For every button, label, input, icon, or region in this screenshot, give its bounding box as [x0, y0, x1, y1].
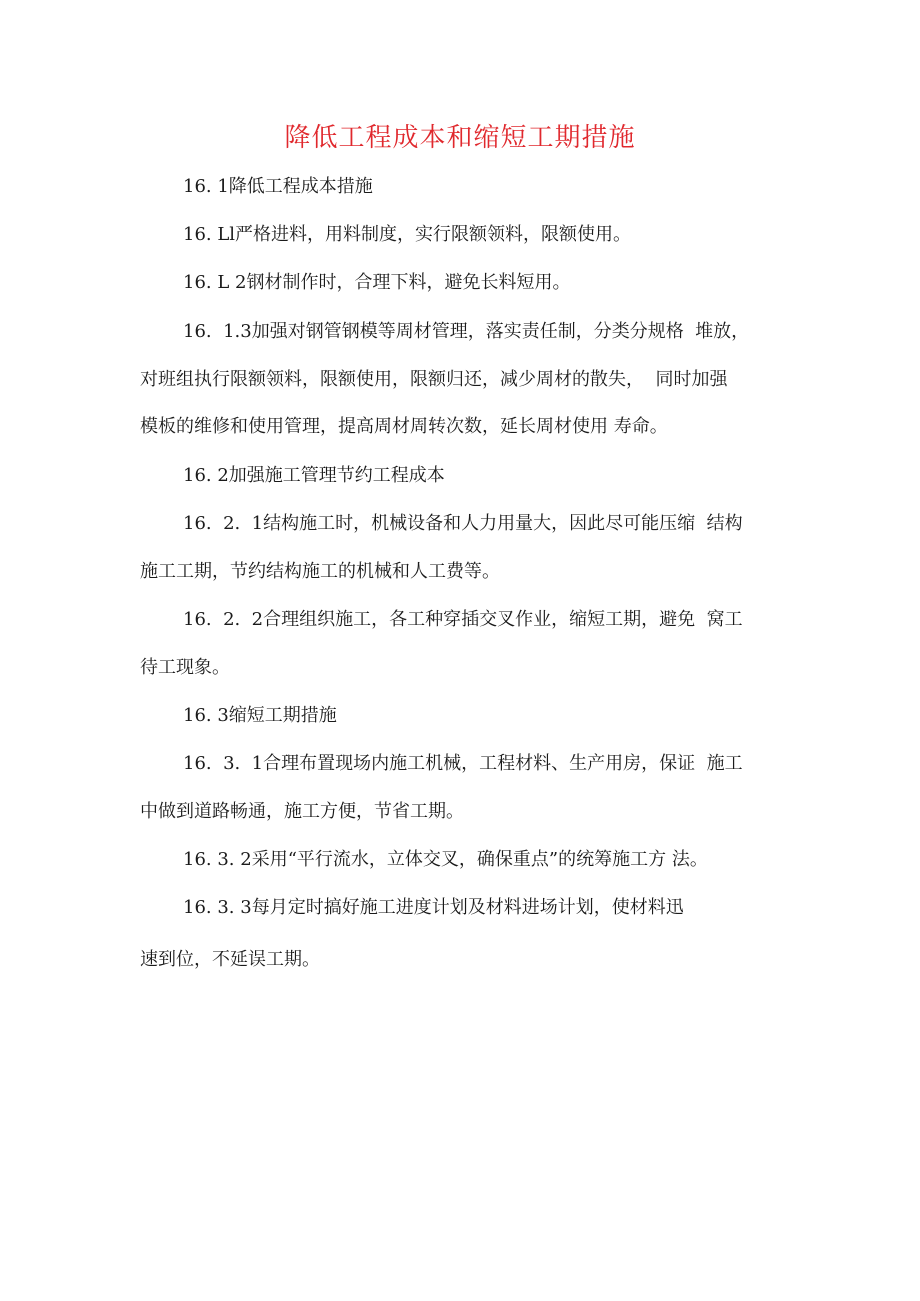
section-heading-16-1: 16. 1降低工程成本措施: [183, 176, 373, 197]
paragraph-16-3-1-line-1: 16. 3. 1合理布置现场内施工机械，工程材料、生产用房，保证 施工: [183, 753, 743, 774]
document-title: 降低工程成本和缩短工期措施: [284, 123, 636, 153]
section-heading-16-2: 16. 2加强施工管理节约工程成本: [183, 465, 445, 486]
paragraph-16-2-1-line-1: 16. 2. 1结构施工时，机械设备和人力用量大，因此尽可能压缩 结构: [183, 513, 743, 534]
paragraph-16-1-3-line-3: 模板的维修和使用管理，提高周材周转次数，延长周材使用 寿命。: [140, 416, 668, 437]
paragraph-16-2-2-line-1: 16. 2. 2合理组织施工，各工种穿插交叉作业，缩短工期，避免 窝工: [183, 609, 743, 630]
paragraph-16-1-2: 16. L 2钢材制作时，合理下料，避免长料短用。: [183, 272, 571, 293]
section-heading-16-3: 16. 3缩短工期措施: [183, 705, 337, 726]
paragraph-16-1-3-line-1: 16. 1.3加强对钢管钢模等周材管理，落实责任制，分类分规格 堆放，: [183, 321, 750, 342]
paragraph-16-3-3-line-2: 速到位，不延误工期。: [140, 949, 320, 970]
paragraph-16-3-3-line-1: 16. 3. 3每月定时搞好施工进度计划及材料进场计划，使材料迅: [183, 897, 684, 918]
paragraph-16-1-1: 16. Ll严格进料，用料制度，实行限额领料，限额使用。: [183, 224, 632, 245]
paragraph-16-2-1-line-2: 施工工期，节约结构施工的机械和人工费等。: [140, 561, 500, 582]
paragraph-16-3-1-line-2: 中做到道路畅通，施工方便，节省工期。: [140, 801, 464, 822]
paragraph-16-2-2-line-2: 待工现象。: [140, 657, 230, 678]
paragraph-16-3-2: 16. 3. 2采用“平行流水，立体交叉，确保重点”的统筹施工方 法。: [183, 849, 708, 870]
paragraph-16-1-3-line-2: 对班组执行限额领料，限额使用，限额归还，减少周材的散失， 同时加强: [140, 369, 728, 390]
